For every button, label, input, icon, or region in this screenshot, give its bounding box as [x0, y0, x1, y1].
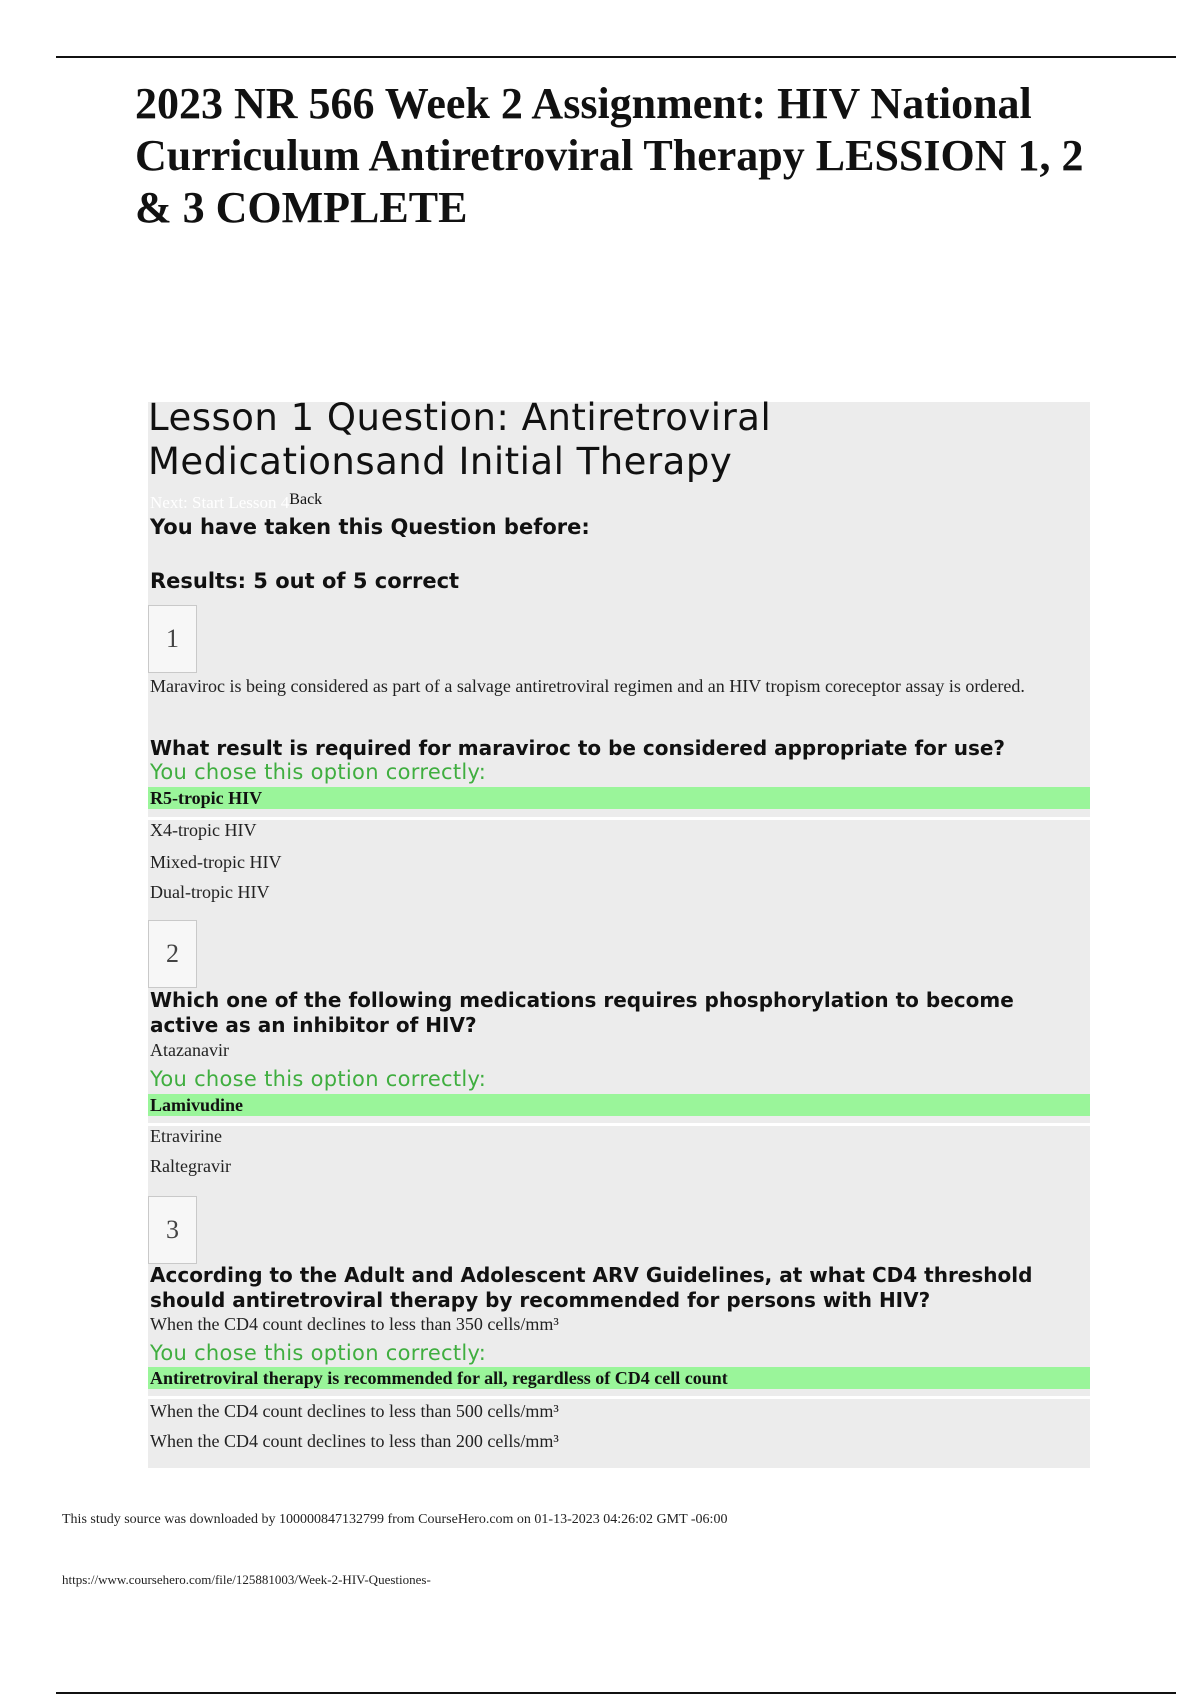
- lesson-title: Lesson 1 Question: Antiretroviral Medicationsand Initial Therapy: [148, 396, 772, 483]
- divider: [148, 1123, 1090, 1126]
- answer-option[interactable]: Raltegravir: [150, 1156, 231, 1176]
- chose-correctly-label: You chose this option correctly:: [150, 1341, 487, 1365]
- question-prompt: What result is required for maraviroc to be considered appropriate for use?: [150, 736, 1006, 760]
- bottom-rule: [56, 1692, 1176, 1694]
- answer-option[interactable]: When the CD4 count declines to less than 350 cells/mm³: [150, 1314, 559, 1334]
- chose-correctly-label: You chose this option correctly:: [150, 1067, 487, 1091]
- answer-option[interactable]: Etravirine: [150, 1126, 222, 1146]
- source-url[interactable]: https://www.coursehero.com/file/125881003/Week-2-HIV-Questiones-: [62, 1572, 431, 1587]
- divider: [148, 817, 1090, 820]
- correct-answer[interactable]: R5-tropic HIV: [148, 787, 1090, 809]
- correct-answer[interactable]: Antiretroviral therapy is recommended for all, regardless of CD4 cell count: [148, 1367, 1090, 1389]
- correct-answer[interactable]: Lamivudine: [148, 1094, 1090, 1116]
- question-number-badge: 2: [148, 920, 197, 988]
- question-prompt: According to the Adult and Adolescent ARV Guidelines, at what CD4 threshold should antiretroviral therapy by recommended for persons with HIV?: [150, 1263, 1033, 1312]
- next-lesson-link[interactable]: Next: Start Lesson 4: [150, 493, 290, 512]
- answer-option[interactable]: Dual-tropic HIV: [150, 882, 270, 902]
- question-number-badge: 3: [148, 1196, 197, 1264]
- top-rule: [56, 56, 1176, 58]
- answer-option[interactable]: Mixed-tropic HIV: [150, 852, 282, 872]
- back-link[interactable]: Back: [289, 491, 323, 508]
- source-note: This study source was downloaded by 100000847132799 from CourseHero.com on 01-13-2023 04:26:02 GMT -06:00: [62, 1512, 728, 1527]
- answer-option[interactable]: Atazanavir: [150, 1040, 229, 1060]
- answer-option[interactable]: When the CD4 count declines to less than 200 cells/mm³: [150, 1431, 559, 1451]
- divider: [148, 1396, 1090, 1399]
- taken-before-text: You have taken this Question before:: [150, 515, 590, 539]
- lesson-nav: [150, 489, 322, 514]
- question-prompt: Which one of the following medications requires phosphorylation to become active as an inhibitor of HIV?: [150, 988, 1014, 1037]
- question-stem: Maraviroc is being considered as part of a salvage antiretroviral regimen and an HIV tropism coreceptor assay is ordered.: [150, 676, 1025, 696]
- answer-option[interactable]: X4-tropic HIV: [150, 820, 257, 840]
- chose-correctly-label: You chose this option correctly:: [150, 760, 487, 784]
- answer-option[interactable]: When the CD4 count declines to less than 500 cells/mm³: [150, 1401, 559, 1421]
- results-text: Results: 5 out of 5 correct: [150, 569, 460, 593]
- document-title: 2023 NR 566 Week 2 Assignment: HIV National Curriculum Antiretroviral Therapy LESSION 1, 2 & 3 COMPLETE: [135, 79, 1084, 232]
- question-number-badge: 1: [148, 605, 197, 673]
